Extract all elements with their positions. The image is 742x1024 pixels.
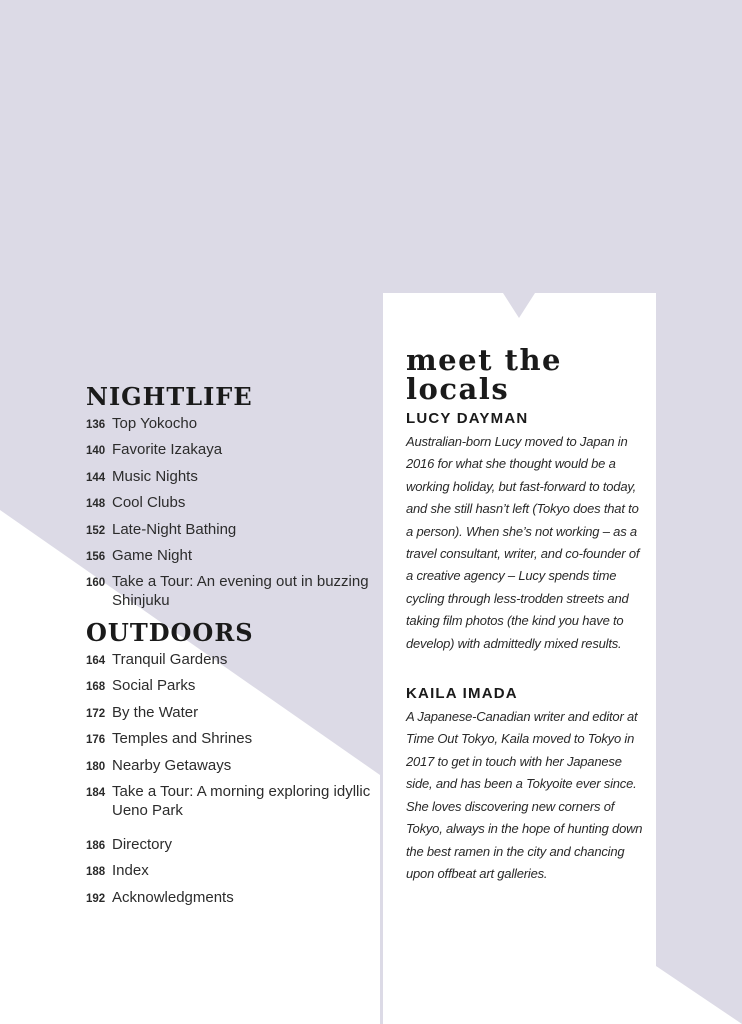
- toc-entry[interactable]: [86, 467, 376, 488]
- toc-list: [86, 835, 376, 909]
- page-number: 168: [86, 681, 106, 694]
- entry-title: Cool Clubs: [112, 494, 186, 512]
- entry-title: Temples and Shrines: [112, 730, 253, 748]
- sidebar-heading: [406, 343, 646, 406]
- sidebar-heading-line2: locals: [406, 372, 510, 406]
- entry-title: Tranquil Gardens: [112, 651, 228, 668]
- page-number: 140: [86, 445, 106, 458]
- entry-title: Late-Night Bathing: [112, 520, 237, 538]
- page-number: 180: [86, 760, 106, 773]
- entry-title: Acknowledgments: [112, 888, 234, 906]
- entry-title: Social Parks: [112, 677, 196, 695]
- toc-entry[interactable]: [86, 861, 376, 882]
- toc-entry[interactable]: [86, 676, 376, 697]
- page-number: 152: [86, 524, 106, 537]
- local-name: LUCY DAYMAN: [406, 410, 529, 427]
- page-number: 136: [86, 419, 106, 431]
- toc-entry[interactable]: [86, 729, 376, 750]
- page-number: 160: [86, 577, 106, 590]
- toc-entry[interactable]: [86, 888, 376, 909]
- section-heading-nightlife: NIGHTLIFE: [86, 382, 253, 411]
- sidebar-heading-line1: meet the: [406, 343, 563, 377]
- page-number: 184: [86, 786, 106, 799]
- entry-title: By the Water: [112, 703, 199, 721]
- page-number: 156: [86, 550, 106, 563]
- entry-title: Music Nights: [112, 467, 198, 485]
- entry-title: Take a Tour: An evening out in buzzing Shinjuku: [112, 573, 369, 610]
- section-heading-outdoors: OUTDOORS: [86, 618, 254, 647]
- toc-entry[interactable]: [86, 414, 376, 435]
- entry-title: Directory: [112, 836, 173, 853]
- toc-entry[interactable]: [86, 835, 376, 856]
- local-bio: Australian-born Lucy moved to Japan in 2016 for what she thought would be a working holiday, but fast-forward to today, and she still hasn’t left (Tokyo does that to a person). When she’s not working – as a travel consultant, writer, and co-founder of a creative agency – Lucy spends time cycling through less-trodden streets and taking film photos (the kind you have to develop) with admittedly mixed results.: [406, 434, 640, 651]
- toc-entry[interactable]: [86, 703, 376, 724]
- toc-entry[interactable]: [86, 440, 376, 461]
- page-number: 176: [86, 734, 106, 747]
- divider-space: [406, 655, 646, 679]
- toc-section-outdoors: [86, 619, 376, 825]
- entry-title: Top Yokocho: [112, 415, 198, 432]
- local-bio: A Japanese-Canadian writer and editor at Time Out Tokyo, Kaila moved to Tokyo in 2017 to get in touch with her Japanese side, and has been a Tokyoite ever since. She loves discovering new corners of Tokyo, always in the hope of hunting down the best ramen in the city and chancing upon offbeat art galleries.: [406, 709, 643, 881]
- page-number: 148: [86, 498, 106, 511]
- toc-list: [86, 414, 376, 610]
- toc-entry[interactable]: [86, 493, 376, 514]
- toc-section-nightlife: [86, 383, 376, 616]
- page-number: 186: [86, 840, 106, 852]
- entry-title: Take a Tour: A morning exploring idyllic Ueno Park: [112, 782, 371, 819]
- page-number: 188: [86, 866, 106, 879]
- toc-entry[interactable]: [86, 756, 376, 777]
- toc-entry[interactable]: [86, 572, 376, 610]
- toc-list: [86, 650, 376, 820]
- page-number: 144: [86, 471, 106, 484]
- entry-title: Game Night: [112, 546, 193, 564]
- toc-entry[interactable]: [86, 546, 376, 567]
- entry-title: Index: [112, 862, 149, 880]
- page-number: 192: [86, 892, 106, 905]
- entry-title: Nearby Getaways: [112, 756, 232, 774]
- toc-entry[interactable]: [86, 782, 376, 820]
- toc-entry[interactable]: [86, 520, 376, 541]
- entry-title: Favorite Izakaya: [112, 441, 223, 459]
- meet-the-locals-sidebar: [406, 343, 646, 885]
- page-number: 172: [86, 707, 106, 720]
- local-name: KAILA IMADA: [406, 685, 518, 703]
- toc-entry[interactable]: [86, 650, 376, 671]
- page-number: 164: [86, 655, 106, 667]
- toc-section-extras: [86, 835, 376, 914]
